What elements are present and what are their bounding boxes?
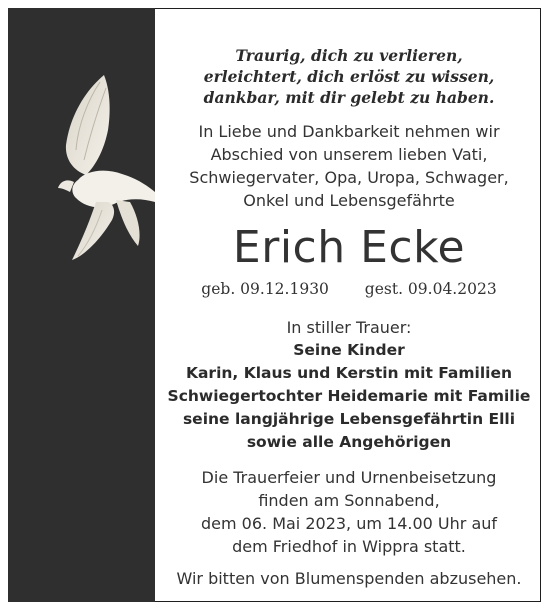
mourner-line: Schwiegertochter Heidemarie mit Familie <box>167 387 531 405</box>
mourner-line: Karin, Klaus und Kerstin mit Familien <box>185 364 513 382</box>
farewell-line: In Liebe und Dankbarkeit nehmen wir <box>198 122 500 141</box>
flowers-request: Wir bitten von Blumenspenden abzusehen. <box>176 569 522 588</box>
mourner-line: Seine Kinder <box>293 341 405 359</box>
birth-date: geb. 09.12.1930 <box>201 280 329 298</box>
mourner-line: seine langjährige Lebensgefährtin Elli <box>182 410 516 428</box>
dove-image <box>56 70 156 270</box>
death-date: gest. 09.04.2023 <box>364 280 497 298</box>
quote-line: dankbar, mit dir gelebt zu haben. <box>203 88 495 107</box>
ceremony-line: Die Trauerfeier und Urnenbeisetzung <box>201 468 497 487</box>
ceremony-line: dem 06. Mai 2023, um 14.00 Uhr auf <box>200 514 498 533</box>
mourners-intro: In stiller Trauer: <box>286 318 412 337</box>
quote-line: Traurig, dich zu verlieren, <box>235 46 463 65</box>
notice-text <box>157 8 541 602</box>
mourner-line: sowie alle Angehörigen <box>246 433 452 451</box>
farewell-line: Schwiegervater, Opa, Uropa, Schwager, <box>189 168 509 187</box>
ceremony-line: dem Friedhof in Wippra statt. <box>232 537 466 556</box>
farewell-line: Onkel und Lebensgefährte <box>243 191 455 210</box>
life-dates <box>157 280 541 298</box>
farewell-line: Abschied von unserem lieben Vati, <box>210 145 488 164</box>
quote-line: erleichtert, dich erlöst zu wissen, <box>203 67 495 86</box>
deceased-name: Erich Ecke <box>232 222 466 273</box>
ceremony-line: finden am Sonnabend, <box>258 491 440 510</box>
